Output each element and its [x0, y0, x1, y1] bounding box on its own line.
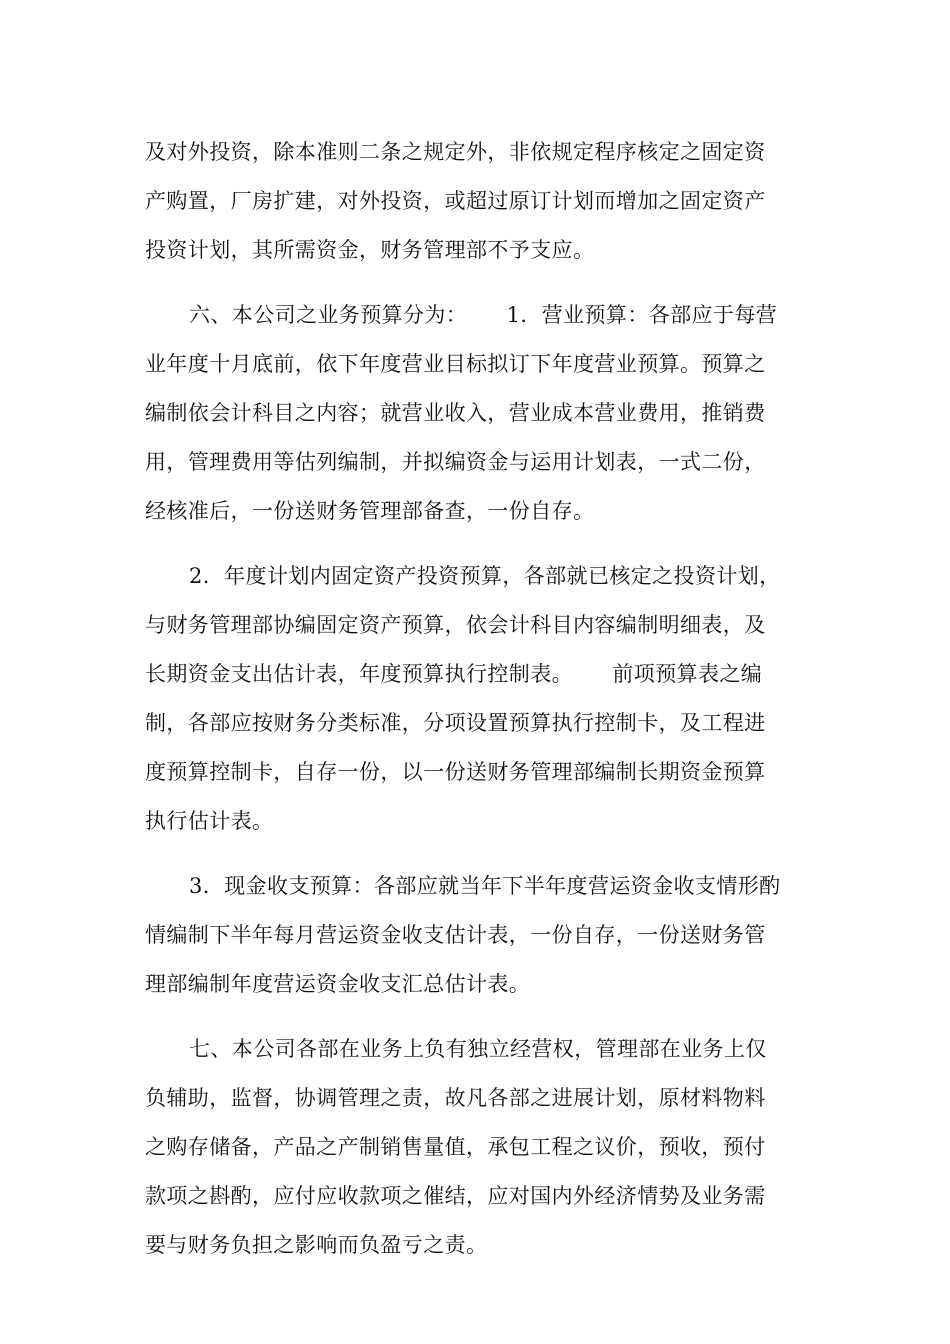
text-line: 款项之斟酌，应付应收款项之催结，应对国内外经济情势及业务需 [145, 1184, 766, 1208]
text-line: 度预算控制卡，自存一份，以一份送财务管理部编制长期资金预算 [145, 760, 766, 784]
paragraph-gap [145, 1009, 805, 1025]
paragraph-gap [145, 275, 805, 291]
document-body [145, 128, 805, 1270]
text-line: 制，各部应按财务分类标准，分项设置预算执行控制卡，及工程进 [145, 711, 766, 735]
text-line: 经核准后，一份送财务管理部备查，一份自存。 [145, 499, 595, 523]
text-line: 编制依会计科目之内容；就营业收入，营业成本营业费用，推销费 [145, 401, 766, 425]
text-line: 情编制下半年每月营运资金收支估计表，一份自存，一份送财务管 [145, 923, 766, 947]
text-line: 与财务管理部协编固定资产预算，依会计科目内容编制明细表，及 [145, 613, 766, 637]
text-line: 负辅助，监督，协调管理之责，故凡各部之进展计划，原材料物料 [145, 1086, 766, 1110]
text-line: 业年度十月底前，依下年度营业目标拟订下年度营业预算。预算之 [145, 352, 766, 376]
text-line: 要与财务负担之影响而负盈亏之责。 [145, 1233, 488, 1257]
text-line: 投资计划，其所需资金，财务管理部不予支应。 [145, 238, 595, 262]
text-line: 理部编制年度营运资金收支汇总估计表。 [145, 972, 531, 996]
paragraph-gap [145, 536, 805, 552]
text-line: 及对外投资，除本准则二条之规定外，非依规定程序核定之固定资 [145, 140, 766, 164]
text-line: 产购置，厂房扩建，对外投资，或超过原订计划而增加之固定资产 [145, 189, 766, 213]
text-line: 七、本公司各部在业务上负有独立经营权，管理部在业务上仅 [189, 1037, 767, 1061]
text-line: 执行估计表。 [145, 809, 274, 833]
text-line: 3．现金收支预算：各部应就当年下半年度营运资金收支情形酌 [189, 874, 781, 898]
text-line: 之购存储备，产品之产制销售量值，承包工程之议价，预收，预付 [145, 1135, 766, 1159]
text-line: 长期资金支出估计表，年度预算执行控制表。 前项预算表之编 [145, 662, 763, 686]
paragraph-gap [145, 846, 805, 862]
text-line: 用，管理费用等估列编制，并拟编资金与运用计划表，一式二份， [145, 450, 766, 474]
text-line: 六、本公司之业务预算分为： 1．营业预算：各部应于每营 [189, 303, 778, 327]
text-line: 2．年度计划内固定资产投资预算，各部就已核定之投资计划， [189, 564, 781, 588]
